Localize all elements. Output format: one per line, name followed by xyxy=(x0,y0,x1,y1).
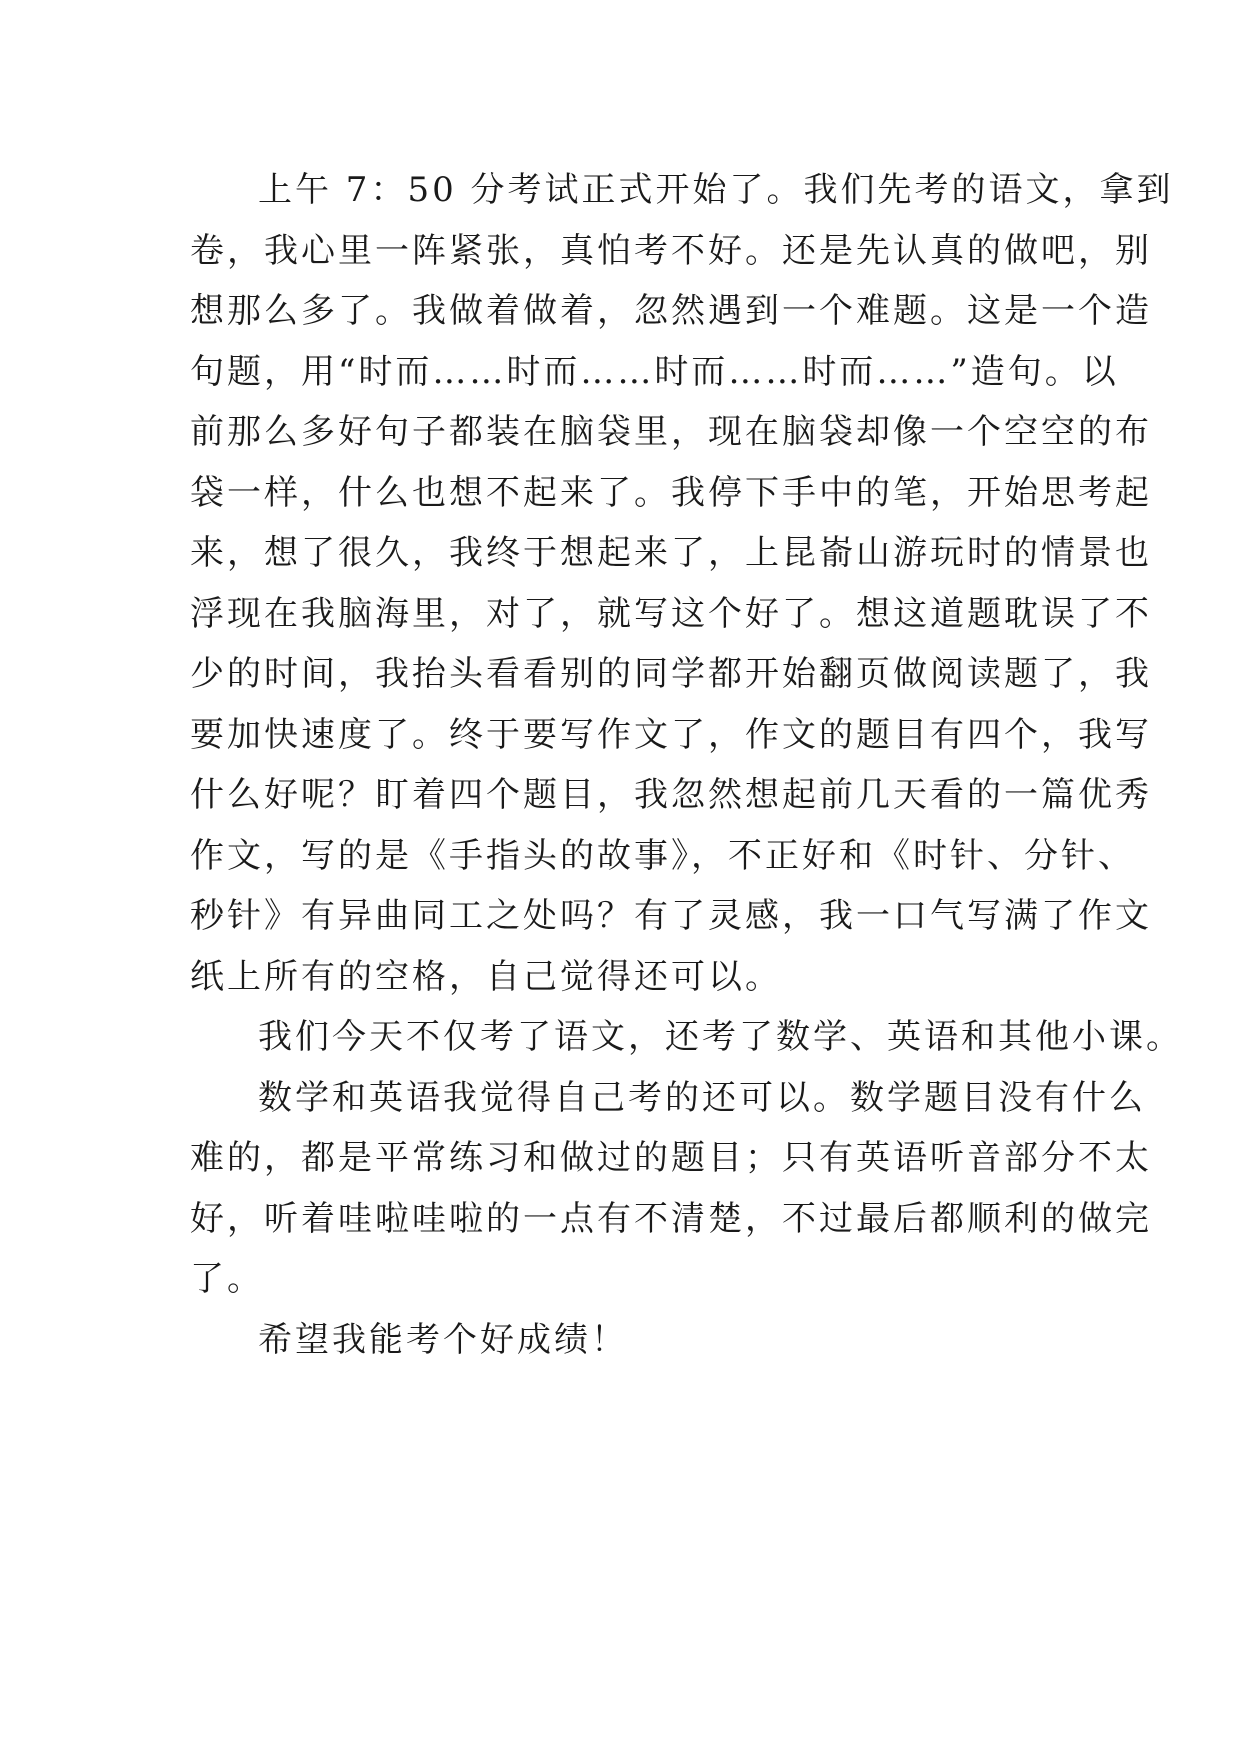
essay-body xyxy=(190,160,1183,1370)
paragraph-1-line-3: 想那么多了。我做着做着，忽然遇到一个难题。这是一个造 xyxy=(190,291,1152,331)
paragraph-1-line-13: 秒针》有异曲同工之处吗？有了灵感，我一口气写满了作文 xyxy=(190,896,1152,936)
paragraph-1-line-1: 上午 7：50 分考试正式开始了。我们先考的语文，拿到 xyxy=(258,170,1174,210)
paragraph-3-line-2: 难的，都是平常练习和做过的题目；只有英语听音部分不太 xyxy=(190,1138,1152,1178)
paragraph-1-line-4: 句题，用“时而……时而……时而……时而……”造句。以 xyxy=(190,351,1119,392)
paragraph-1-line-5: 前那么多好句子都装在脑袋里，现在脑袋却像一个空空的布 xyxy=(190,412,1152,452)
paragraph-1-line-2: 卷，我心里一阵紧张，真怕考不好。还是先认真的做吧，别 xyxy=(190,230,1152,271)
paragraph-3-line-4: 了。 xyxy=(190,1259,264,1299)
paragraph-3-line-3: 好，听着哇啦哇啦的一点有不清楚，不过最后都顺利的做完 xyxy=(190,1198,1152,1239)
paragraph-1-line-7: 来，想了很久，我终于想起来了，上昆嵛山游玩时的情景也 xyxy=(190,533,1152,573)
paragraph-1-line-12: 作文，写的是《手指头的故事》，不正好和《时针、分针、 xyxy=(190,835,1135,876)
paragraph-1-line-14: 纸上所有的空格，自己觉得还可以。 xyxy=(190,956,782,997)
paragraph-3-line-1: 数学和英语我觉得自己考的还可以。数学题目没有什么 xyxy=(258,1077,1146,1118)
paragraph-4-line-1: 希望我能考个好成绩！ xyxy=(258,1319,628,1360)
paragraph-1-line-8: 浮现在我脑海里，对了，就写这个好了。想这道题耽误了不 xyxy=(190,593,1152,634)
paragraph-1-line-6: 袋一样，什么也想不起来了。我停下手中的笔，开始思考起 xyxy=(190,472,1152,513)
paragraph-2-line-1: 我们今天不仅考了语文，还考了数学、英语和其他小课。 xyxy=(258,1017,1183,1057)
paragraph-1-line-9: 少的时间，我抬头看看别的同学都开始翻页做阅读题了，我 xyxy=(190,654,1152,694)
paragraph-1-line-11: 什么好呢？盯着四个题目，我忽然想起前几天看的一篇优秀 xyxy=(190,775,1152,815)
paragraph-1-line-10: 要加快速度了。终于要写作文了，作文的题目有四个，我写 xyxy=(190,714,1152,755)
